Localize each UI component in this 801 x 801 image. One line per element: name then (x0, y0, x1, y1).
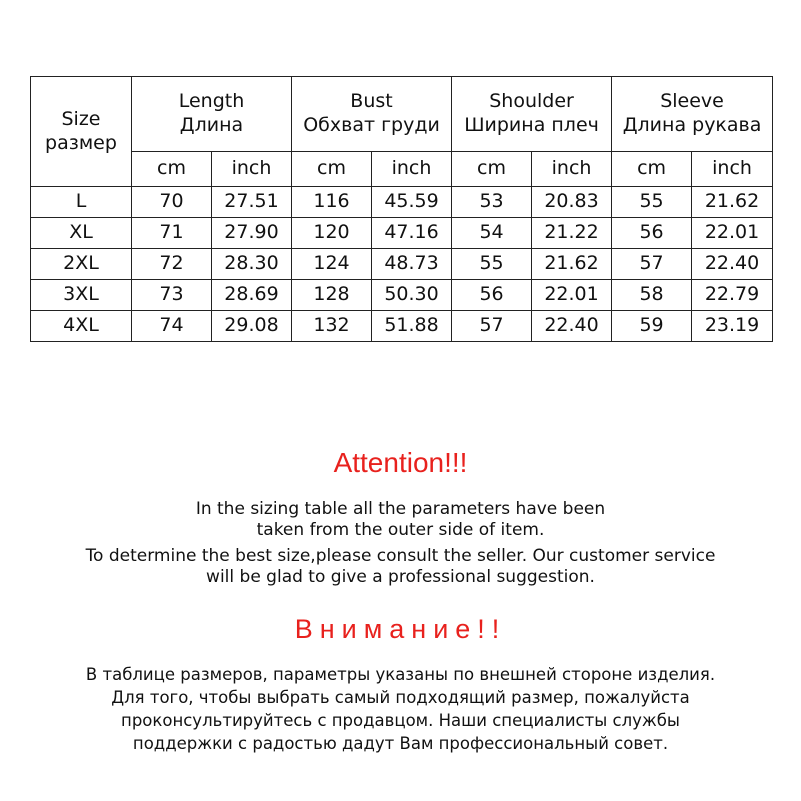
size-cell: 3XL (31, 280, 132, 311)
notice-ru-line: В таблице размеров, параметры указаны по внешней стороне изделия. (85, 665, 716, 684)
shoulder-inch-cell: 21.62 (532, 249, 612, 280)
notice-ru-line: поддержки с радостью дадут Вам профессиональный совет. (132, 734, 669, 753)
unit-inch-header: inch (532, 152, 612, 187)
bust-cm-cell: 120 (292, 218, 372, 249)
bust-header-ru: Обхват груди (303, 114, 440, 136)
size-column-header (31, 77, 132, 187)
attention-heading-ru: Внимание!! (294, 614, 507, 644)
size-header-en: Size (61, 107, 101, 130)
notice-ru-line: проконсультируйтесь с продавцом. Наши специалисты службы (121, 711, 680, 730)
notice-ru-line: Для того, чтобы выбрать самый подходящий размер, пожалуйста (111, 688, 690, 707)
notice-en-paragraph-2 (0, 546, 801, 588)
shoulder-cm-cell: 54 (452, 218, 532, 249)
notice-en-line: will be glad to give a professional suggestion. (206, 567, 595, 587)
shoulder-inch-cell: 20.83 (532, 187, 612, 218)
length-header-en: Length (178, 90, 245, 113)
unit-cm-header: cm (452, 152, 532, 187)
bust-inch-cell: 47.16 (372, 218, 452, 249)
sleeve-cm-cell: 56 (612, 218, 692, 249)
shoulder-cm-cell: 56 (452, 280, 532, 311)
length-inch-cell: 29.08 (212, 311, 292, 342)
shoulder-header-en: Shoulder (489, 90, 574, 113)
sleeve-inch-cell: 22.79 (692, 280, 773, 311)
length-header-ru: Длина (179, 114, 244, 136)
table-row (31, 311, 773, 342)
bust-cm-cell: 116 (292, 187, 372, 218)
size-cell: L (31, 187, 132, 218)
notice-en-paragraph-1 (0, 499, 801, 541)
unit-inch-header: inch (372, 152, 452, 187)
bust-inch-cell: 50.30 (372, 280, 452, 311)
sleeve-inch-cell: 21.62 (692, 187, 773, 218)
length-cm-cell: 70 (132, 187, 212, 218)
attention-heading-en: Attention!!! (333, 447, 468, 478)
sleeve-inch-cell: 22.01 (692, 218, 773, 249)
shoulder-inch-cell: 22.40 (532, 311, 612, 342)
shoulder-inch-cell: 22.01 (532, 280, 612, 311)
bust-inch-cell: 51.88 (372, 311, 452, 342)
size-chart-table (30, 76, 773, 342)
table-row (31, 280, 773, 311)
unit-cm-header: cm (612, 152, 692, 187)
length-cm-cell: 74 (132, 311, 212, 342)
length-inch-cell: 27.51 (212, 187, 292, 218)
unit-inch-header: inch (692, 152, 773, 187)
length-header (132, 77, 292, 152)
length-cm-cell: 72 (132, 249, 212, 280)
size-cell: XL (31, 218, 132, 249)
size-cell: 4XL (31, 311, 132, 342)
unit-inch-header: inch (212, 152, 292, 187)
sleeve-inch-cell: 23.19 (692, 311, 773, 342)
bust-cm-cell: 128 (292, 280, 372, 311)
notice-en-line: In the sizing table all the parameters have been (195, 499, 606, 519)
table-header-row (31, 77, 773, 152)
shoulder-cm-cell: 57 (452, 311, 532, 342)
shoulder-cm-cell: 53 (452, 187, 532, 218)
bust-header (292, 77, 452, 152)
unit-header-row (31, 152, 773, 187)
shoulder-cm-cell: 55 (452, 249, 532, 280)
shoulder-header-ru: Ширина плеч (464, 114, 599, 136)
unit-cm-header: cm (132, 152, 212, 187)
sleeve-header-ru: Длина рукава (622, 114, 762, 136)
sleeve-cm-cell: 58 (612, 280, 692, 311)
notice-ru-paragraph (0, 663, 801, 755)
shoulder-header (452, 77, 612, 152)
table-row (31, 187, 773, 218)
length-inch-cell: 28.30 (212, 249, 292, 280)
length-cm-cell: 73 (132, 280, 212, 311)
shoulder-inch-cell: 21.22 (532, 218, 612, 249)
sleeve-header (612, 77, 773, 152)
bust-header-en: Bust (350, 90, 393, 113)
notice-en-line: To determine the best size,please consult the seller. Our customer service (85, 546, 716, 566)
bust-cm-cell: 124 (292, 249, 372, 280)
table-row (31, 249, 773, 280)
sleeve-cm-cell: 55 (612, 187, 692, 218)
unit-cm-header: cm (292, 152, 372, 187)
bust-inch-cell: 48.73 (372, 249, 452, 280)
table-row (31, 218, 773, 249)
length-inch-cell: 28.69 (212, 280, 292, 311)
size-header-ru: размер (45, 131, 117, 154)
sleeve-header-en: Sleeve (660, 90, 724, 113)
sleeve-cm-cell: 57 (612, 249, 692, 280)
bust-cm-cell: 132 (292, 311, 372, 342)
sleeve-cm-cell: 59 (612, 311, 692, 342)
size-cell: 2XL (31, 249, 132, 280)
sleeve-inch-cell: 22.40 (692, 249, 773, 280)
notice-en-line: taken from the outer side of item. (256, 520, 545, 540)
bust-inch-cell: 45.59 (372, 187, 452, 218)
length-inch-cell: 27.90 (212, 218, 292, 249)
length-cm-cell: 71 (132, 218, 212, 249)
